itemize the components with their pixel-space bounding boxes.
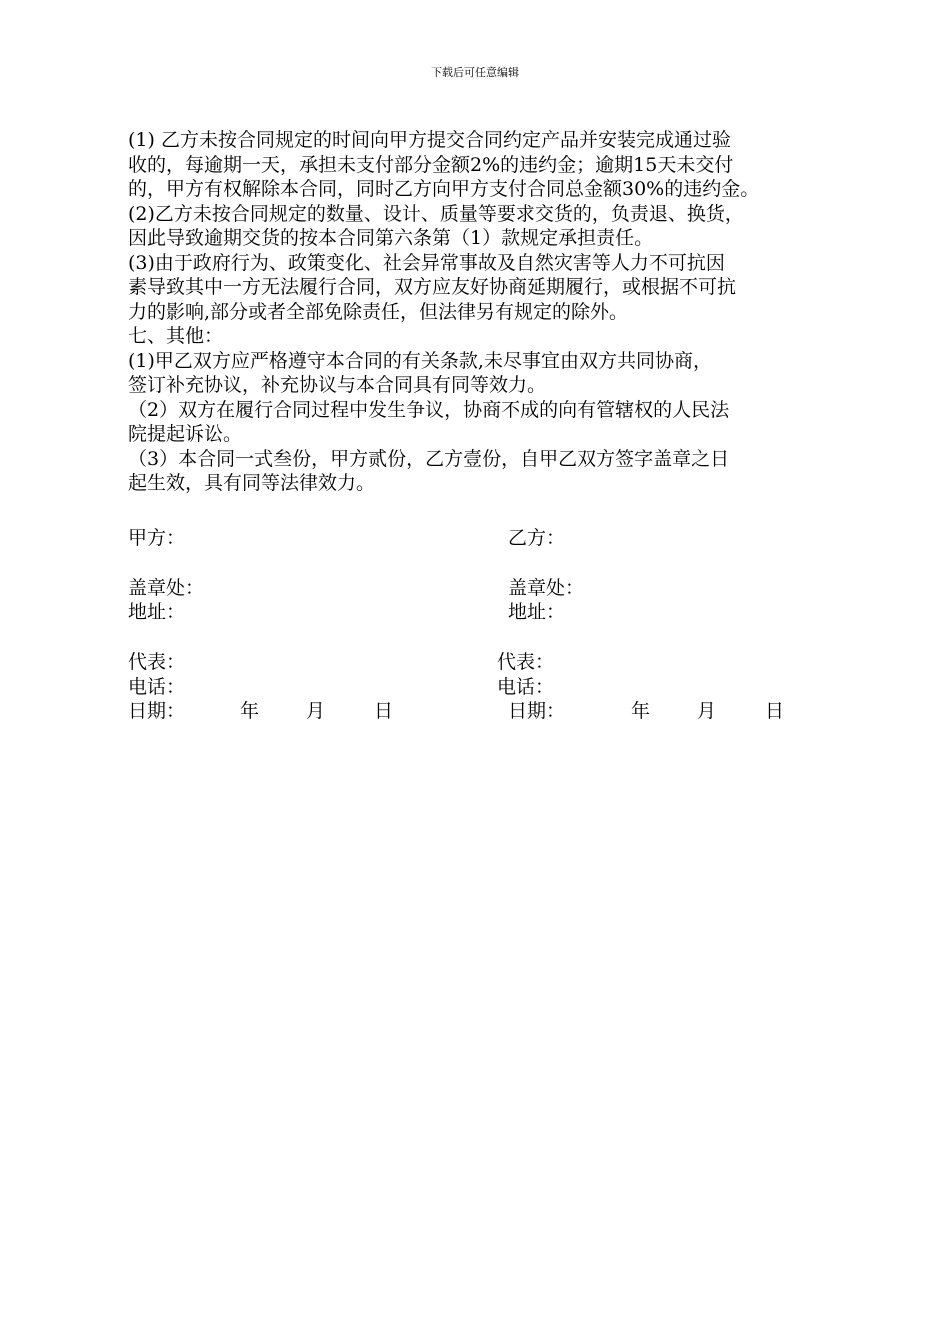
body-line: （3）本合同一式叁份，甲方贰份，乙方壹份，自甲乙双方签字盖章之日 [128, 447, 730, 470]
party-b-seal-label: 盖章处： [508, 577, 585, 599]
body-line: 收的，每逾期一天，承担未支付部分金额2%的违约金；逾期15天未交付 [128, 153, 734, 176]
party-b-phone-label: 电话： [497, 676, 555, 698]
party-b-address-label: 地址： [508, 601, 566, 623]
party-a-seal-label: 盖章处： [128, 577, 205, 599]
party-b-date-label: 日期： [508, 700, 566, 722]
party-a-month-label: 月 [306, 700, 326, 722]
party-b-rep-label: 代表： [497, 651, 555, 673]
body-line: 素导致其中一方无法履行合同，双方应友好协商延期履行，或根据不可抗 [128, 276, 737, 298]
party-a-rep-label: 代表： [128, 651, 186, 673]
party-a-label: 甲方： [128, 527, 186, 549]
body-line: 力的影响,部分或者全部免除责任，但法律另有规定的除外。 [128, 300, 629, 323]
body-line: 院提起诉讼。 [128, 423, 243, 445]
party-b-label: 乙方： [508, 527, 566, 549]
party-a-year-label: 年 [240, 700, 260, 722]
party-a-day-label: 日 [374, 700, 394, 722]
contract-body [128, 128, 868, 496]
body-line: 因此导致逾期交货的按本合同第六条第（1）款规定承担责任。 [128, 227, 654, 249]
party-a-phone-label: 电话： [128, 676, 186, 698]
section-heading-other: 七、其他： [128, 325, 224, 347]
page-header: 下载后可任意编辑 [431, 66, 519, 79]
body-line: 签订补充协议，补充协议与本合同具有同等效力。 [128, 374, 547, 396]
party-b-month-label: 月 [697, 700, 717, 722]
body-line: (2)乙方未按合同规定的数量、设计、质量等要求交货的，负责退、换货， [128, 202, 744, 225]
body-line: (3)由于政府行为、政策变化、社会异常事故及自然灾害等人力不可抗因 [128, 251, 725, 274]
party-a-date-label: 日期： [128, 700, 186, 722]
party-b-year-label: 年 [631, 700, 651, 722]
body-line: (1)甲乙双方应严格遵守本合同的有关条款,未尽事宜由双方共同协商， [128, 349, 712, 372]
body-line: (1) 乙方未按合同规定的时间向甲方提交合同约定产品并安装完成通过验 [128, 129, 731, 151]
party-a-address-label: 地址： [128, 601, 186, 623]
party-b-day-label: 日 [765, 700, 785, 722]
body-line: （2）双方在履行合同过程中发生争议，协商不成的向有管辖权的人民法 [128, 398, 730, 421]
body-line: 的，甲方有权解除本合同，同时乙方向甲方支付合同总金额30%的违约金。 [128, 178, 760, 200]
body-line: 起生效，具有同等法律效力。 [128, 472, 376, 494]
